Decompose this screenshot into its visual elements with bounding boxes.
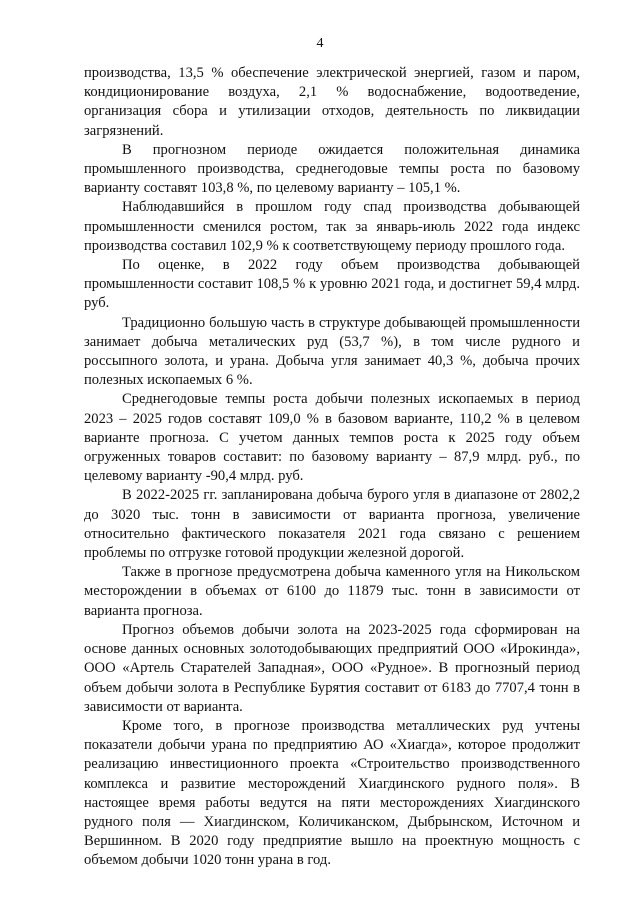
paragraph-5: Традиционно большую часть в структуре добывающей промышленности занимает добыча металических руд (53,7 %), в том числе рудного и россыпного золота, и урана. Добыча угля занимает 40,3 %, добыча прочих полезных ископаемых 6 %. — [84, 314, 580, 389]
paragraph-9: Прогноз объемов добычи золота на 2023-2025 года сформирован на основе данных основных золотодобывающих предприятий ООО «Ирокинда», ООО «Артель Старателей Западная», ООО «Рудное». В прогнозный период объем добычи золота в Республике Бурятия составит от 6183 до 7707,4 тонн в зависимости от варианта. — [84, 621, 580, 715]
paragraph-7: В 2022-2025 гг. запланирована добыча бурого угля в диапазоне от 2802,2 до 3020 тыс. тонн в зависимости от варианта прогноза, увеличение относительно фактического показателя 2021 года связано с решением проблемы по отгрузке готовой продукции железной дорогой. — [84, 487, 580, 562]
document-body — [84, 64, 580, 871]
paragraph-8: Также в прогнозе предусмотрена добыча каменного угля на Никольском месторождении в объемах от 6100 до 11879 тыс. тонн в зависимости от варианта прогноза. — [84, 564, 580, 619]
page-number: 4 — [316, 36, 324, 51]
paragraph-1: производства, 13,5 % обеспечение электрической энергией, газом и паром, кондиционирование воздуха, 2,1 % водоснабжение, водоотведение, организация сбора и утилизации отходов, деятельность по ликвидации загрязнений. — [84, 65, 580, 139]
paragraph-3: Наблюдавшийся в прошлом году спад производства добывающей промышленности сменился ростом, так за январь-июль 2022 года индекс производства составил 102,9 % к соответствующему периоду прошлого года. — [84, 199, 580, 254]
paragraph-2: В прогнозном периоде ожидается положительная динамика промышленного производства, среднегодовые темпы роста по базовому варианту составят 103,8 %, по целевому варианту – 105,1 %. — [84, 141, 580, 197]
paragraph-10: Кроме того, в прогнозе производства металлических руд учтены показатели добычи урана по предприятию АО «Хиагда», которое продолжит реализацию инвестиционного проекта «Строительство производственного комплекса и развитие месторождений Хиагдинского рудного поля». В настоящее время работы ведутся на пяти месторождениях Хиагдинского рудного поля — Хиагдинском, Количиканском, Дыбрынском, Источном и Вершинном. В 2020 году предприятие вышло на проектную мощность с объемом добычи 1020 тонн урана в год. — [84, 717, 580, 869]
paragraph-6: Среднегодовые темпы роста добычи полезных ископаемых в период 2023 – 2025 годов составят 109,0 % в базовом варианте, 110,2 % в целевом варианте прогноза. С учетом данных темпов роста к 2025 году объем огруженных товаров составит: по базовому варианту – 87,9 млрд. руб., по целевому варианту -90,4 млрд. руб. — [84, 391, 580, 485]
paragraph-4: По оценке, в 2022 году объем производства добывающей промышленности составит 108,5 % к уровню 2021 года, и достигнет 59,4 млрд. руб. — [84, 257, 580, 312]
